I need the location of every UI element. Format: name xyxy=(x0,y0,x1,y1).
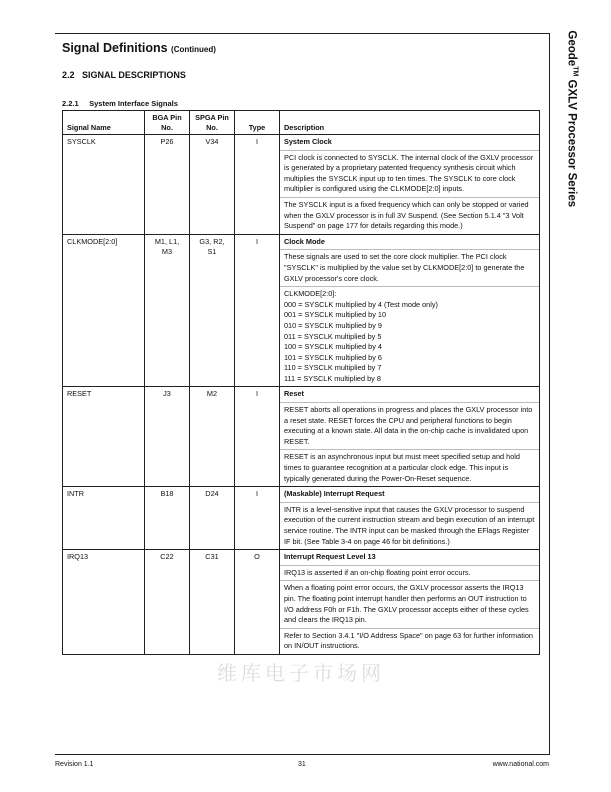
list-item: 101 = SYSCLK multiplied by 6 xyxy=(284,352,382,362)
cell-description xyxy=(280,550,540,655)
table-area xyxy=(62,110,540,685)
description-title: (Maskable) Interrupt Request xyxy=(284,489,385,499)
cell-bga: C22 xyxy=(145,550,190,655)
table-row xyxy=(63,550,540,655)
cell-bga: M1, L1, M3 xyxy=(145,234,190,387)
column-header: BGA Pin No. xyxy=(145,111,190,135)
description-paragraph: Refer to Section 3.4.1 "I/O Address Space" on page 63 for further information on IN/OUT instructions. xyxy=(280,628,539,652)
list-item: 100 = SYSCLK multiplied by 4 xyxy=(284,342,382,352)
list-item: 011 = SYSCLK multiplied by 5 xyxy=(284,331,382,341)
description-paragraph: When a floating point error occurs, the GXLV processor asserts the IRQ13 pin. The floating point interrupt handler then performs an OUT instruction to I/O address F0h or F1h. The GXLV processor accepts either of these cycles and clears the IRQ13 pin. xyxy=(280,580,539,625)
description-paragraph: IRQ13 is asserted if an on-chip floating point error occurs. xyxy=(280,565,539,579)
description-title: Clock Mode xyxy=(284,236,325,246)
subsection-heading: 2.2.1 System Interface Signals xyxy=(62,99,178,108)
list-item: CLKMODE[2:0]: xyxy=(284,289,337,299)
header-row xyxy=(63,111,540,135)
footer-revision: Revision 1.1 xyxy=(55,761,94,768)
continued-label: (Continued) xyxy=(171,45,216,54)
table-row xyxy=(63,135,540,235)
column-header: Description xyxy=(280,111,540,135)
section-heading: 2.2 SIGNAL DESCRIPTIONS xyxy=(62,70,186,80)
description-title: Reset xyxy=(284,389,304,399)
table-row xyxy=(63,234,540,387)
list-item: 000 = SYSCLK multiplied by 4 (Test mode only) xyxy=(284,299,438,309)
title-text: Signal Definitions xyxy=(62,41,168,55)
column-header: Type xyxy=(235,111,280,135)
cell-bga: B18 xyxy=(145,487,190,550)
cell-name: IRQ13 xyxy=(63,550,145,655)
signal-table xyxy=(62,110,540,655)
page-title xyxy=(62,41,216,55)
cell-spga: D24 xyxy=(190,487,235,550)
list-item: 001 = SYSCLK multiplied by 10 xyxy=(284,310,387,320)
description-paragraph: These signals are used to set the core clock multiplier. The PCI clock "SYSCLK" is multiplied by the value set by CLKMODE[2:0] to generate the GXLV processor's core clock. xyxy=(280,249,539,284)
cell-description xyxy=(280,135,540,235)
list-item: 010 = SYSCLK multiplied by 9 xyxy=(284,320,382,330)
cell-spga: M2 xyxy=(190,387,235,487)
trademark: TM xyxy=(571,66,579,77)
cell-spga: V34 xyxy=(190,135,235,235)
table-row xyxy=(63,387,540,487)
cell-description xyxy=(280,234,540,387)
cell-name: SYSCLK xyxy=(63,135,145,235)
description-paragraph: RESET is an asynchronous input but must meet specified setup and hold times to guarantee recognition at a particular clock edge. This input is typically generated during the Power-On-Reset sequence. xyxy=(280,449,539,484)
description-paragraph: INTR is a level-sensitive input that causes the GXLV processor to suspend execution of the current instruction stream and begin execution of an interrupt service routine. The INTR input can be masked through the EFlags Register IF bit. (See Table 3-4 on page 46 for bit definitions.) xyxy=(280,502,539,547)
column-header: Signal Name xyxy=(63,111,145,135)
cell-spga: G3, R2, S1 xyxy=(190,234,235,387)
cell-bga: J3 xyxy=(145,387,190,487)
cell-type: O xyxy=(235,550,280,655)
list-item: 111 = SYSCLK multiplied by 8 xyxy=(284,373,381,383)
clkmode-list xyxy=(280,286,539,384)
cell-spga: C31 xyxy=(190,550,235,655)
cell-description xyxy=(280,487,540,550)
cell-type: I xyxy=(235,487,280,550)
cell-name: RESET xyxy=(63,387,145,487)
cell-name: CLKMODE[2:0] xyxy=(63,234,145,387)
cell-type: I xyxy=(235,234,280,387)
watermark: 维库电子市场网 xyxy=(217,660,385,685)
cell-description xyxy=(280,387,540,487)
product-series: GXLV Processor Series xyxy=(565,79,578,208)
footer-website: www.national.com xyxy=(492,761,549,768)
cell-type: I xyxy=(235,387,280,487)
description-title: Interrupt Request Level 13 xyxy=(284,552,376,562)
cell-name: INTR xyxy=(63,487,145,550)
table-row xyxy=(63,487,540,550)
column-header: SPGA Pin No. xyxy=(190,111,235,135)
list-item: 110 = SYSCLK multiplied by 7 xyxy=(284,363,382,373)
description-paragraph: RESET aborts all operations in progress and places the GXLV processor into a reset state. RESET forces the CPU and peripheral functions to begin executing at a known state. All data in the on-chip cache is invalidated upon RESET. xyxy=(280,402,539,447)
cell-type: I xyxy=(235,135,280,235)
description-title: System Clock xyxy=(284,137,332,146)
brand: Geode xyxy=(565,30,578,67)
side-title xyxy=(560,30,582,256)
description-paragraph: PCI clock is connected to SYSCLK. The internal clock of the GXLV processor is generated by a proprietary patented frequency synthesis circuit which multiplies the SYSCLK input up to ten times. The SYSCLK to core clock multiplier is configured using the CLKMODE[2:0] inputs. xyxy=(280,150,539,195)
description-paragraph: The SYSCLK input is a fixed frequency which can only be stopped or varied when the GXLV processor is in full 3V Suspend. (See Section 5.1.4 "3 Volt Suspend" on page 177 for details regarding this mode.) xyxy=(280,197,539,232)
cell-bga: P26 xyxy=(145,135,190,235)
footer-page-number: 31 xyxy=(298,761,306,768)
